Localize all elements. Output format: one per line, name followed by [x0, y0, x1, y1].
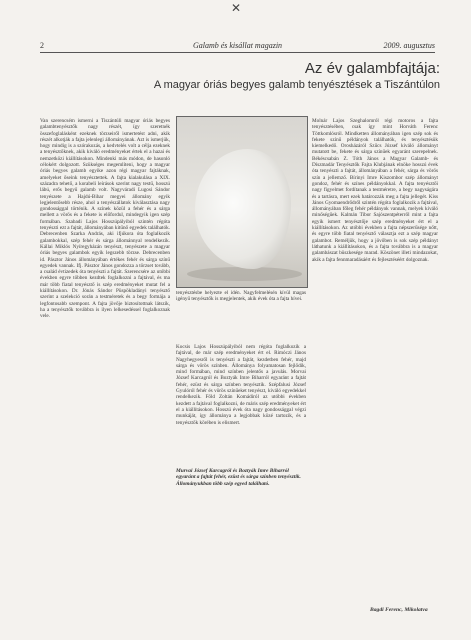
article-subtitle: A magyar óriás begyes galamb tenyésztések a Tiszántúlon	[153, 79, 440, 91]
text-column-3	[312, 118, 438, 604]
article-title: Az év galambfajtája:	[304, 60, 440, 77]
column-2-text: Kocsis Lajos Hosszúpályiból nem régóta foglalkozik a fajtával, de már szép eredményeket ért el. Rimóczi János Nagyhegyesről is tenyészti a fajtát, kezdetben fehér, majd sárga és vörös színben. Állománya folyamatosan fejlődik, mind formában, mind színben jelentős a javulás. Morvai József Karcagról és Boztyák Imre Biharról egyaránt a fajtát fehér, ezüst és sárga színben tenyésztik. Szépfalusi József Gyulóról fehér és vörös színűeket tenyészt, kiváló egyedekkel rendelkezik. Föld Zoltán Komádiról az utóbbi években kezdett a fajtával foglalkozni, de máris szép eredményeket ért el a kiállításokon. Hosszú évek óta nagy gondossággal végzi munkáját, így állománya a legjobbak közé tartozik, és a tenyésztők körében is elismert.	[176, 344, 306, 426]
issue-date: 2009. augusztus	[383, 41, 435, 50]
column-3-text: Molnár Lajos Szeghalomról régi motoros a fajta tenyésztésében, csak így mint Horváth Ferenc Töttkomlósról. Mindketten állományában igen szép sok és fekete színű példányok találhatók, és tenyésztésük kiemelkedő. Orosházáról Szűcs József kiváló állományt mutatott be, fekete és sárga színűek egyaránt szerepelnek. Békéscsabán Z. Tóth János a Magyar Galamb- és Díszmadár Tenyésztők Fajta Klubjának elnöke hosszú évek óta tenyészti a fajtát, állományában a fehér, sárga és vörös szín a jellemző. Bírinyi Imre Kiszombor szép állományt gondoz, fehér és színes példányokkal. A fajta tenyésztői nagy figyelmet fordítanak a testméretre, a begy nagyságára és a tartásra, mert ezek határozzák meg a fajta jellegét. Kiss János Gyomaendrődről szintén régóta foglalkozik a fajtával, állományában főleg fehér példányok vannak, melyek kiváló minőségűek. Kalmán Tibor Sajószentpéterről mint a fajta egyik ismert tenyésztője szép eredményeket ért el a kiállításokon. Az utóbbi években a fajta népszerűsége nőtt, és egyre több fiatal tenyésztő választja ezt a szép magyar galambot. Reméljük, hogy a jövőben is sok szép példányt láthatunk a kiállításokon, és a fajta továbbra is a magyar galambászat büszkesége marad. Köszönet illeti mindazokat, akik a fajta fennmaradásáért és fejlesztéséért dolgoznak.	[312, 118, 438, 263]
column-1-text: Van szerencsém ismerni a Tiszántúli magyar óriás begyes galambtenyésztők nagy részét, így szeretnék összefoglalásként ezeknek törzseiről ismertetést adni, akik részét alkotják a fajta jelenlegi állományának. Azt is ismerjük, hogy mindig is a szórakozás, a kedvtelés volt a célja ezeknek a tenyésztőknek, akik kiváló eredményeket értek el a hazai és nemzetközi kiállításokon. Mindenki más módon, de hasonló célokért dolgozott. Szükséges megemlíteni, hogy a magyar óriás begyes galamb egyike azon régi magyar fajtáknak, amelyeket őseink tenyésztettek. A fajta kialakulása a XIX. századra tehető, a korabeli leírások szerint nagy testű, hosszú lábú, erős begyű galamb volt. Nagyváradi Lugosi Sándor tenyészete a Hajdú-Bihar megyei állomány egyik legjelentősebb része, ahol a tenyészállatok kiválasztása nagy gondossággal történik. A színek közül a fehér és a sárga mellett a vörös és a fekete is előfordul, mindegyik igen szép formában. Szabadi Lajos Hosszúpályiból szintén régóta tenyészti ezt a fajtát, állományában kitűnő egyedek találhatók. Debrecenben Szarka András, aki ifjúkora óta foglalkozik galambokkal, szép fehér és sárga állománnyal rendelkezik. Kállai Miklós Nyíregyházán tenyészt, tenyészete a magyar óriás begyes galambok egyik legszebb törzse. Debrecenben id. Pásztor János állományában értékes fehér és sárga színű egyedek vannak. Ifj. Pásztor János gondozza a törzset tovább, a család évtizedek óta tenyészti a fajtát. Szerencsére az utóbbi években egyre többen kezdtek foglalkozni a fajtával, és ma már több fiatal tenyésztő is szép eredményeket mutat fel a kiállításokon. Dr. Jónás Sándor Püspökladányi tenyésztő szerint a szelekció során a testméretek és a begy formája a legfontosabb szempont. A fajta jövője biztosítottnak látszik, ha a tenyésztők továbbra is ilyen lelkesedéssel foglalkoznak vele.	[40, 118, 170, 320]
magazine-name: Galamb és kisállat magazin	[192, 41, 283, 50]
photo-caption: Murvai József Karcagról és Boztyák Imre Biharról egyaránt a fajtát fehér, ezüst és sárga színben tenyésztik. Állományukban több szép egyed található.	[176, 468, 301, 487]
page-number: 2	[40, 41, 44, 50]
article-author: Bagdi Ferenc, Mikolatva	[370, 607, 428, 613]
cross-mark: ✕	[230, 1, 242, 15]
article-title-block	[50, 60, 440, 93]
pigeon-photo	[176, 116, 308, 288]
text-column-2-top	[176, 290, 306, 303]
header-divider	[40, 52, 435, 53]
photo-shadow	[187, 267, 302, 281]
text-column-1	[40, 118, 170, 628]
pigeon-figure	[195, 149, 291, 269]
column-2-top-text: tenyésztésbe helyezte el idén. Nagyfelmelésén kívül magas igényű tenyésztők is megjelentek, akik évek óta a fajta hívei.	[176, 290, 306, 303]
